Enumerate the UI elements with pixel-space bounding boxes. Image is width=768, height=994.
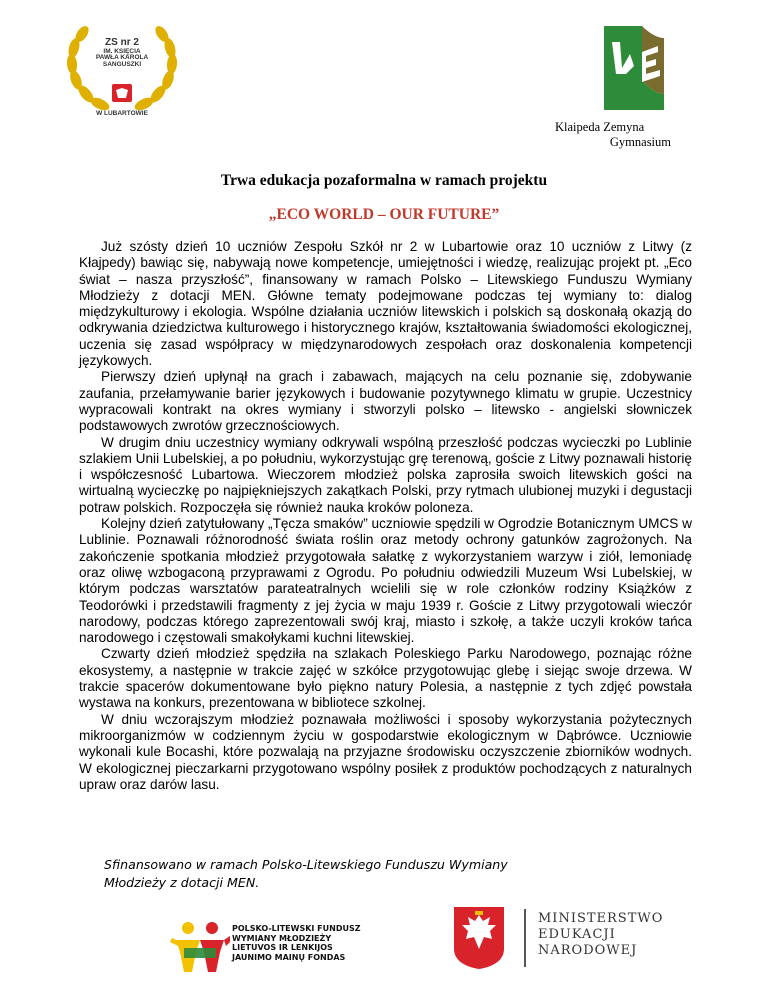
partner-caption: [555, 120, 675, 150]
paragraph-day-5: W dniu wczorajszym młodzież poznawała możliwości i sposoby wykorzystania pożytecznych mikroorganizmów w codziennym życiu w gospodarstwie ekologicznym w Dąbrówce. Uczniowie wykonali kule Bocashi, które pozwalają na przyjazne środowisku oczyszczenie zbiorników wodnych. W ekologicznej pieczarkarni przygotowano wspólny posiłek z produktów pochodzących z naturalnych upraw oraz darów lasu.: [79, 711, 692, 792]
funding-note-line-2: Młodzieży z dotacji MEN.: [104, 875, 260, 890]
fund-line-1: POLSKO-LITEWSKI FUNDUSZ: [232, 924, 361, 933]
paragraph-intro: Już szósty dzień 10 uczniów Zespołu Szkół nr 2 w Lubartowie oraz 10 uczniów z Litwy (z Kłajpedy) bawiąc się, nabywają nowe kompetencje, umiejętności i wiedzę, realizując projekt pt. „Eco świat – nasza przyszłość”, finansowany w ramach Polsko – Litewskiego Funduszu Wymiany Młodzieży z dotacji MEN. Główne tematy podejmowane podczas tej wymiany to: dialog międzykulturowy i ekologia. Wspólne działania uczniów litewskich i polskich są doskonałą okazją do odkrywania dziedzictwa kulturowego i historycznego krajów, kształtowania świadomości ekologicznej, uczenia się zasad współpracy w międzynarodowych zespołach oraz doskonalenia kompetencji językowych.: [79, 239, 692, 369]
school-seal-logo: [58, 18, 186, 130]
seal-text-block: [92, 38, 152, 69]
ministry-logo: [452, 905, 692, 975]
funding-note: [104, 856, 704, 892]
children-figures-icon: [170, 918, 230, 974]
seal-line-1: ZS nr 2: [105, 37, 139, 48]
ministry-line-1: MINISTERSTWO: [538, 911, 664, 926]
paragraph-day-4: Czwarty dzień młodzież spędziła na szlakach Poleskiego Parku Narodowego, poznając różne ekosystemy, a następnie w trakcie zajęć w szkółce przygotowując glebę i siejąc swoje drzewa. W trakcie spacerów dokumentowane było piękno natury Polesia, a następnie z tych zdjęć powstała wystawa na konkurs, prezentowana w bibliotece szkolnej.: [79, 646, 692, 711]
document-title: Trwa edukacja pozaformalna w ramach projektu: [220, 172, 548, 189]
white-eagle-emblem-icon: [452, 905, 506, 971]
seal-line-3: PAWŁA KAROLA: [95, 54, 149, 62]
ministry-divider: [524, 909, 528, 967]
ministry-text: [538, 911, 663, 959]
youth-fund-logo: [170, 918, 400, 978]
partner-caption-line-2: Gymnasium: [609, 135, 671, 149]
fund-line-4: JAUNIMO MAINŲ FONDAS: [232, 952, 346, 962]
paragraph-day-2: W drugim dniu uczestnicy wymiany odkrywali wspólną przeszłość podczas wycieczki po Lublinie szlakiem Unii Lubelskiej, a po południu, wykorzystując grę terenową, goście z Litwy poznawali historię i współczesność Lubartowa. Wieczorem młodzież polska zaprosiła swoich litewskich gości na wirtualną wycieczkę po najpiękniejszych zakątkach Polski, przy rytmach ulubionej muzyki i degustacji potraw polskich. Rozpoczęła się również nauka kroków poloneza.: [79, 434, 692, 515]
seal-bottom-text: W LUBARTOWIE: [96, 110, 148, 117]
seal-line-2: IM. KSIĘCIA: [103, 47, 141, 55]
fund-line-2: WYMIANY MŁODZIEŻY: [232, 933, 332, 943]
seal-line-4: SANGUSZKI: [102, 61, 142, 69]
ministry-line-3: NARODOWEJ: [538, 943, 638, 958]
green-flag-logo-icon: [598, 24, 668, 114]
project-title: „ECO WORLD – OUR FUTURE”: [268, 206, 500, 223]
ministry-line-2: EDUKACJI: [538, 927, 616, 942]
funding-note-line-1: Sfinansowano w ramach Polsko-Litewskiego Funduszu Wymiany: [104, 857, 508, 872]
article-body: [79, 239, 692, 793]
paragraph-day-3: Kolejny dzień zatytułowany „Tęcza smaków” uczniowie spędzili w Ogrodzie Botanicznym UMCS w Lublinie. Poznawali różnorodność świata roślin oraz metody ochrony gatunków zagrożonych. Na zakończenie spotkania młodzież przygotowała sałatkę z wykorzystaniem warzyw i ziół, lemoniadę oraz oliwę wzbogaconą przyprawami z Ogrodu. Po południu odwiedzili Muzeum Wsi Lubelskiej, w którym podczas warsztatów parateatralnych wcielili się w role członków rodziny Książków z Teodorówki i przedstawili fragmenty z jej życia w maju 1939 r. Goście z Litwy przygotowali wieczór narodowy, podczas którego zaprezentowali swój kraj, miasto i szkołę, a także uczyli kroków tańca narodowego i częstowali smakołykami kuchni litewskiej.: [79, 516, 692, 646]
fund-line-3: LIETUVOS IR LENKIJOS: [232, 943, 333, 952]
fund-logo-text: [232, 924, 361, 962]
paragraph-day-1: Pierwszy dzień upłynął na grach i zabawach, mających na celu poznanie się, zdobywanie zaufania, przełamywanie barier językowych i budowanie pozytywnego klimatu w grupie. Uczestnicy wypracowali kontrakt na okres wymiany i stworzyli polsko – litewsko - angielski słowniczek podstawowych zwrotów grzecznościowych.: [79, 369, 692, 434]
partner-caption-line-1: Klaipeda Zemyna: [555, 120, 645, 134]
partner-logo: [598, 24, 668, 114]
